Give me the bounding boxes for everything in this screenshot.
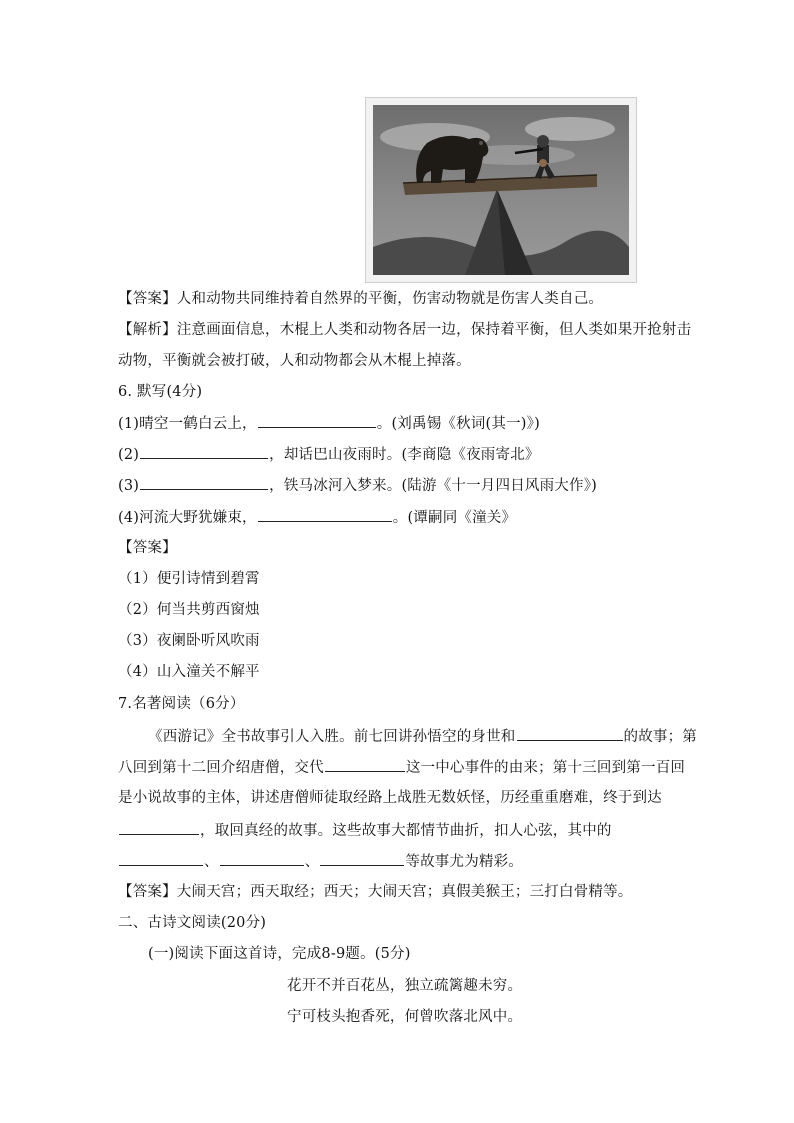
q7-title: 7.名著阅读（6分）: [118, 696, 245, 712]
q6-title: 6. 默写(4分): [118, 384, 203, 400]
q7-para-line2: [118, 757, 685, 778]
q6-blank2[interactable]: [140, 444, 268, 459]
q5-analysis-line2: 动物，平衡就会被打破，人和动物都会从木棍上掉落。: [118, 353, 471, 369]
q7-blank4[interactable]: [119, 851, 203, 866]
q7-blank5[interactable]: [220, 851, 304, 866]
q6-item1-post: 。(刘禹锡《秋词(其一)》): [376, 416, 540, 432]
poem-line2: 宁可枝头抱香死，何曾吹落北风中。: [287, 1009, 523, 1025]
q6-item4: [118, 507, 516, 528]
q7-blank1[interactable]: [517, 726, 623, 741]
q6-answer-3: （3）夜阑卧听风吹雨: [118, 633, 260, 649]
q7-p1a: 《西游记》全书故事引人入胜。前七回讲孙悟空的身世和: [148, 729, 516, 745]
q7-p2b: 这一中心事件的由来；第十三回到第一百回: [405, 760, 686, 776]
bear-hunter-seesaw-icon: [365, 97, 637, 283]
q6-item3-post: ，铁马冰河入梦来。(陆游《十一月四日风雨大作》): [269, 478, 598, 494]
q7-para-line1: [148, 726, 697, 747]
q7-p5end: 等故事尤为精彩。: [405, 854, 524, 870]
q6-item3-pre: (3): [118, 478, 140, 494]
q7-p2a: 八回到第十二回介绍唐僧，交代: [118, 760, 324, 776]
q5-analysis-line1: 【解析】注意画面信息，木棍上人类和动物各居一边，保持着平衡，但人类如果开抢射击: [118, 322, 692, 338]
q5-answer: 【答案】人和动物共同维持着自然界的平衡，伤害动物就是伤害人类自己。: [118, 291, 604, 307]
q7-para-line5: [118, 851, 523, 872]
q7-blank6[interactable]: [320, 851, 404, 866]
section2-title: 二、古诗文阅读(20分): [118, 915, 267, 931]
q6-blank1[interactable]: [258, 413, 376, 428]
q6-item2-post: ，却话巴山夜雨时。(李商隐《夜雨寄北》: [269, 447, 540, 463]
q7-p4: ，取回真经的故事。这些故事大都情节曲折，扣人心弦，其中的: [200, 823, 612, 839]
q6-answer-4: （4）山入潼关不解平: [118, 664, 260, 680]
q7-sep2: 、: [304, 854, 320, 870]
section2-subtitle: (一)阅读下面这首诗，完成8-9题。(5分): [148, 946, 411, 962]
illustration-image: [365, 97, 637, 283]
q6-blank3[interactable]: [140, 475, 268, 490]
q6-blank4[interactable]: [258, 507, 392, 522]
q6-item1: [118, 413, 540, 434]
q6-answer-label: 【答案】: [118, 540, 177, 556]
q6-item2: [118, 444, 540, 465]
q6-item2-pre: (2): [118, 447, 140, 463]
q7-sep1: 、: [204, 854, 219, 870]
q7-para-line3: 是小说故事的主体，讲述唐僧师徒取经路上战胜无数妖怪，历经重重磨难，终于到达: [118, 790, 662, 806]
q7-para-line4: [118, 820, 612, 841]
q6-item3: [118, 475, 597, 496]
q7-answer: 【答案】大闹天宫；西天取经；西天；大闹天宫；真假美猴王；三打白骨精等。: [118, 884, 633, 900]
poem-line1: 花开不并百花丛，独立疏篱趣未穷。: [287, 978, 523, 994]
q7-blank3[interactable]: [119, 820, 199, 835]
q6-item4-post: 。(谭嗣同《潼关》: [392, 510, 517, 526]
q7-blank2[interactable]: [325, 757, 405, 772]
q6-answer-2: （2）何当共剪西窗烛: [118, 602, 260, 618]
q7-p1b: 的故事；第: [623, 729, 697, 745]
q6-answer-1: （1）便引诗情到碧霄: [118, 571, 260, 587]
q6-item1-pre: (1)晴空一鹤白云上，: [118, 416, 257, 432]
q6-item4-pre: (4)河流大野犹嫌束，: [118, 510, 257, 526]
